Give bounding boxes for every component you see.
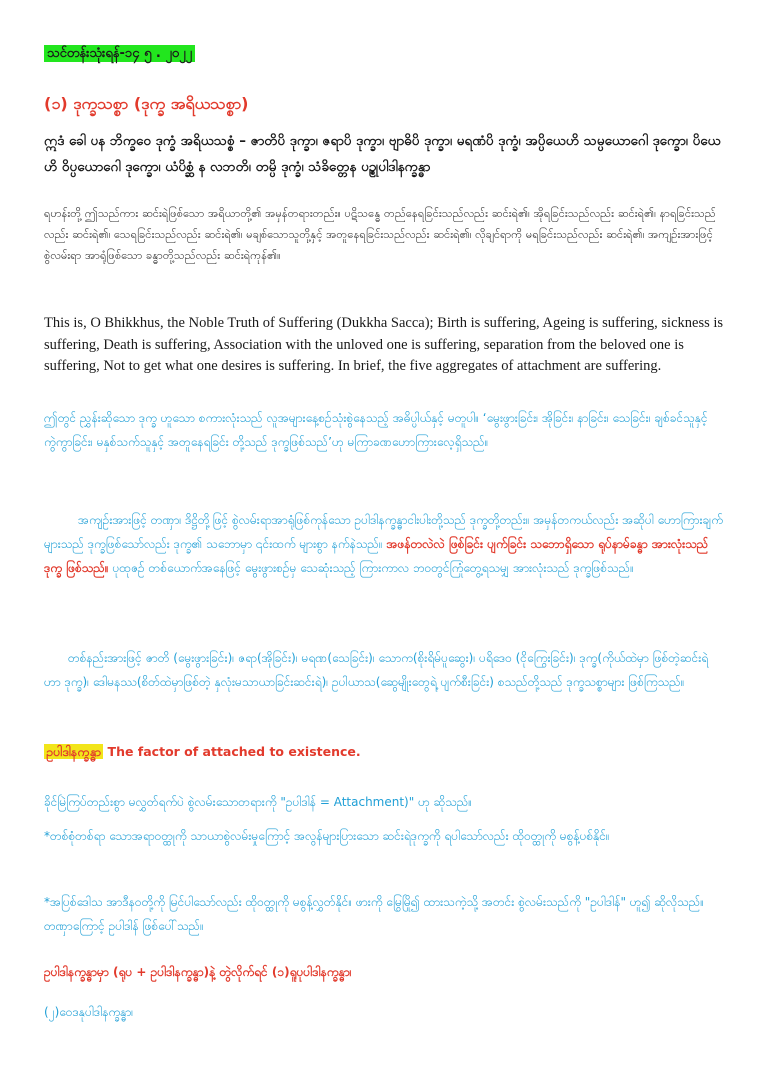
red-line: ဥပါဒါနက္ခန္ဓာမှာ (ရုပ + ဥပါဒါနက္ခန္ဓာ)နဲ့ တွဲလိုက်ရင် (၁)ရူပုပါဒါနက္ခန္ဓာ၊ bbox=[44, 965, 352, 979]
english-translation: This is, O Bhikkhus, the Noble Truth of Suffering (Dukkha Sacca); Birth is suffering, Ageing is suffering, sickness is suffering, Death is suffering, Association with the unloved one is suffering, separation from the beloved one is suffering, Not to get what one desires is suffering. In brief, the five aggregates of attachment are suffering. bbox=[44, 315, 724, 374]
pali-verse: ဣဒံ ခေါ ပန ဘိက္ခဝေ ဒုက္ခံ အရိယသစ္စံ – ဇာတိပိ ဒုက္ခာ၊ ဇရာပိ ဒုက္ခာ၊ ဗျာဓိပိ ဒုက္ခာ၊ မရဏံပိ ဒုက္ခံ၊ အပ္ပိယေဟိ သမ္ပယောဂေါ ဒုက္ခော၊ ပိယေဟိ ဝိပ္ပယောဂေါ ဒုက္ခော၊ ယံပိစ္ဆံ န လဘတိ၊ တမ္ပိ ဒုက္ခံ၊ သံခိတ္တေန ပဉ္စုပါဒါနက္ခန္ဓာ bbox=[44, 133, 721, 175]
upadana-highlight: ဥပါဒါနက္ခန္ဓာ bbox=[46, 744, 102, 759]
paragraph-5: *တစ်စုံတစ်ရာ သောအရာဝတ္ထုကို သာယာစွဲလမ်းမှုကြောင့် အလွန်များပြားသော ဆင်းရဲဒုက္ခကို ရပါသော်လည်း ထိုဝတ္ထုကို မစွန့်ပစ်နိုင်။ bbox=[44, 829, 610, 843]
course-tag-highlight: သင်တန်းသုံးရန်-၁၄ ၅ . ၂၀၂၂ bbox=[44, 45, 195, 62]
last-line: (၂)ဝေဒနုပါဒါနက္ခန္ဓာ၊ bbox=[44, 1005, 134, 1019]
paragraph-1: ဤတွင် ညွှန်းဆိုသော ဒုက္ခ ဟူသော စကားလုံးသည် လူအများနေ့စဉ်သုံးစွဲနေသည့် အဓိပ္ပါယ်နှင့် မတူပါ။ ‘မွေးဖွားခြင်း၊ အိုခြင်း၊ နာခြင်း၊ သေခြင်း၊ ချစ်ခင်သူနှင့် ကွဲကွာခြင်း၊ မနှစ်သက်သူနှင့် အတူနေရခြင်း တို့သည် ဒုက္ခဖြစ်သည်’ဟု မကြာခဏဟောကြားလေ့ရှိသည်။ bbox=[44, 411, 708, 449]
upadana-heading bbox=[44, 741, 724, 763]
paragraph-4: ခိုင်မြဲကြပ်တည်းစွာ မလွှတ်ရက်ပဲ စွဲလမ်းသောတရားကို "ဥပါဒါန် = Attachment)" ဟု ဆိုသည်။ bbox=[44, 795, 473, 809]
course-tag bbox=[44, 44, 724, 64]
paragraph-2-red-emphasis: အဖန်တလဲလဲ ဖြစ်ခြင်း ပျက်ခြင်း သဘောရှိသော ရုပ်နာမ်ခန္ဓာ အားလုံးသည် ဒုက္ခ ဖြစ်သည်။ bbox=[44, 537, 709, 575]
paragraph-2-part-a: အကျဉ်းအားဖြင့် တဏှာ၊ ဒိဋ္ဌိတို့ဖြင့် စွဲလမ်းရာအာရုံဖြစ်ကုန်သော ဥပါဒါနက္ခန္ဓာငါးပါးတို့သည် ဒုက္ခတို့တည်း။ အမှန်တကယ်လည်း အဆိုပါ ဟောကြားချက်များသည် ဒုက္ခဖြစ်သော်လည်း ဒုက္ခ၏ သဘောမှာ ၎င်းထက် များစွာ နက်နဲသည်။ bbox=[44, 513, 723, 551]
upadana-english: The factor of attached to existence. bbox=[103, 744, 361, 759]
paragraph-2-part-b: ပုထုဇဉ် တစ်ယောက်အနေဖြင့် မွေးဖွားစဉ်မှ သေဆုံးသည့် ကြားကာလ ဘဝတွင်ကြုံတွေ့ရသမျှ အားလုံးသည် ဒုက္ခဖြစ်သည်။ bbox=[108, 561, 634, 575]
paragraph-3: တစ်နည်းအားဖြင့် ဇာတိ (မွေးဖွားခြင်း)၊ ဇရာ(အိုခြင်း)၊ မရဏ(သေခြင်း)၊ သောက(စိုးရိမ်ပူဆွေး)၊ ပရိဒေဝ (ငိုကြွေးခြင်း)၊ ဒုက္ခ(ကိုယ်ထဲမှာ ဖြစ်တဲ့ဆင်းရဲဟာ ဒုက္ခ)၊ ဒေါမနဿ(စိတ်ထဲမှာဖြစ်တဲ့ နှလုံးမသာယာခြင်းဆင်းရဲ)၊ ဥပါယာသ(ဆွေမျိုးတွေရဲ့ ပျက်စီးခြင်း) စသည်တို့သည် ဒုက္ခသစ္စာများ ဖြစ်ကြသည်။ bbox=[44, 651, 709, 689]
myanmar-translation: ရဟန်းတို့ ဤသည်ကား ဆင်းရဲဖြစ်သော အရိယာတို့၏ အမှန်တရားတည်း။ ပဋိသန္ဓေ တည်နေရခြင်းသည်လည်း ဆင်းရဲ၏၊ အိုရခြင်းသည်လည်း ဆင်းရဲ၏၊ နာရခြင်းသည်လည်း ဆင်းရဲ၏၊ သေရခြင်းသည်လည်း ဆင်းရဲ၏၊ မချစ်သောသူတို့နှင့် အတူနေရခြင်းသည်လည်း ဆင်းရဲ၏၊ လိုချင်ရာကို မရခြင်းသည်လည်း ဆင်းရဲ၏၊ အကျဉ်းအားဖြင့် စွဲလမ်းရာ အာရုံဖြစ်သော ခန္ဓာတို့သည်လည်း ဆင်းရဲကုန်၏။ bbox=[44, 207, 716, 262]
paragraph-2 bbox=[44, 508, 724, 580]
section-heading: (၁) ဒုက္ခသစ္စာ (ဒုက္ခ အရိယသစ္စာ) bbox=[44, 94, 249, 113]
paragraph-6: *အပြစ်ဒေါသ အာဒီနဝတို့ကို မြင်ပါသော်လည်း ထိုဝတ္ထုကို မစွန့်လွှတ်နိုင်။ ဖားကို မြွေမြို၍ ထားသကဲ့သို့ အတင်း စွဲလမ်းသည်ကို "ဥပါဒါန်" ဟူ၍ ဆိုလိုသည်။တဏှာကြောင့် ဥပါဒါန် ဖြစ်ပေါ်သည်။ bbox=[44, 895, 704, 933]
